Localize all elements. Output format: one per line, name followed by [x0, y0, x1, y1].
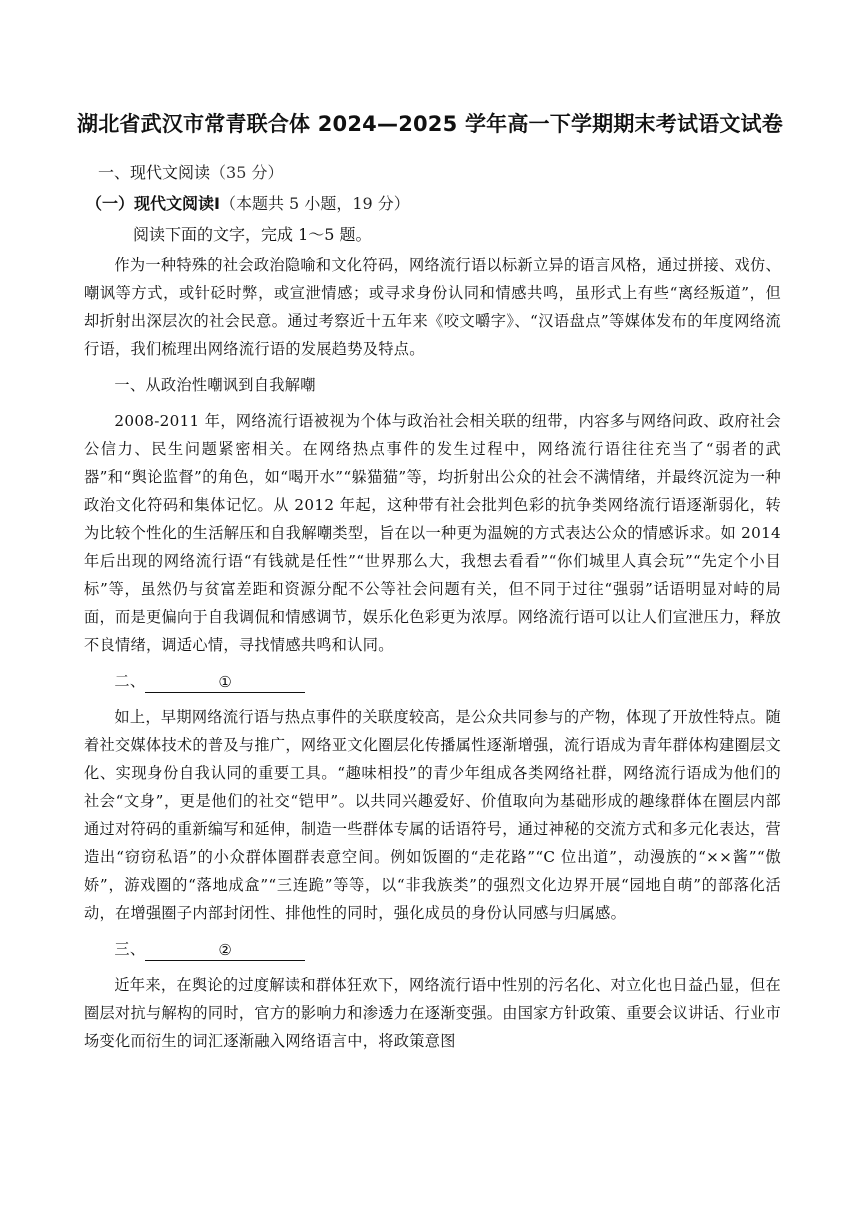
heading-2-prefix: 二、 [114, 672, 146, 690]
section-label: 一、现代文阅读 [98, 163, 211, 182]
exam-title: 湖北省武汉市常青联合体 2024—2025 学年高一下学期期末考试语文试卷 [77, 112, 783, 136]
heading-3-prefix: 三、 [114, 940, 146, 958]
section-score: （35 分） [210, 163, 284, 182]
subsection-heading [86, 191, 410, 214]
fill-blank-1: ① [145, 672, 305, 693]
passage-paragraph-2: 如上，早期网络流行语与热点事件的关联度较高，是公众共同参与的产物，体现了开放性特点。随着社交媒体技术的普及与推广，网络亚文化圈层化传播属性逐渐增强，流行语成为青年群体构建圈层文化、实现身份自我认同的重要工具。“趣味相投”的青少年组成各类网络社群，网络流行语成为他们的社会“文身”，更是他们的社交“铠甲”。以共同兴趣爱好、价值取向为基础形成的趣缘群体在圈层内部通过对符码的重新编写和延伸，制造一些群体专属的话语符号，通过神秘的交流方式和多元化表达，营造出“窃窃私语”的小众群体圈群表意空间。例如饭圈的“走花路”“C 位出道”，动漫族的“××酱”“傲娇”，游戏圈的“落地成盒”“三连跪”等等，以“非我族类”的强烈文化边界开展“园地自萌”的部落化活动，在增强圈子内部封闭性、排他性的同时，强化成员的身份认同感与归属感。 [84, 708, 781, 922]
passage-intro: 作为一种特殊的社会政治隐喻和文化符码，网络流行语以标新立异的语言风格，通过拼接、戏仿、嘲讽等方式，或针砭时弊，或宣泄情感；或寻求身份认同和情感共鸣，虽形式上有些“离经叛道”，但却折射出深层次的社会民意。通过考察近十五年来《咬文嚼字》、“汉语盘点”等媒体发布的年度网络流行语，我们梳理出网络流行语的发展趋势及特点。 [84, 256, 781, 358]
fill-blank-2: ② [145, 940, 305, 961]
subsection-note: （本题共 5 小题，19 分） [219, 194, 410, 213]
reading-instruction: 阅读下面的文字，完成 1～5 题。 [133, 225, 372, 244]
section-heading [98, 160, 283, 183]
passage-paragraph-3: 近年来，在舆论的过度解读和群体狂欢下，网络流行语中性别的污名化、对立化也日益凸显，但在圈层对抗与解构的同时，官方的影响力和渗透力在逐渐变强。由国家方针政策、重要会议讲话、行业市场变化而衍生的词汇逐渐融入网络语言中，将政策意图 [84, 976, 781, 1050]
passage-heading-3 [84, 935, 781, 963]
reading-passage [84, 251, 781, 1055]
passage-paragraph-1: 2008-2011 年，网络流行语被视为个体与政治社会相关联的纽带，内容多与网络问政、政府社会公信力、民生问题紧密相关。在网络热点事件的发生过程中，网络流行语往往充当了“弱者的武器”和“舆论监督”的角色，如“喝开水”“躲猫猫”等，均折射出公众的社会不满情绪，并最终沉淀为一种政治文化符码和集体记忆。从 2012 年起，这种带有社会批判色彩的抗争类网络流行语逐渐弱化，转为比较个性化的生活解压和自我解嘲类型，旨在以一种更为温婉的方式表达公众的情感诉求。如 2014 年后出现的网络流行语“有钱就是任性”“世界那么大，我想去看看”“你们城里人真会玩”“先定个小目标”等，虽然仍与贫富差距和资源分配不公等社会问题有关，但不同于过往“强弱”话语明显对峙的局面，而是更偏向于自我调侃和情感调节，娱乐化色彩更为浓厚。网络流行语可以让人们宣泄压力，释放不良情绪，调适心情，寻找情感共鸣和认同。 [84, 412, 781, 654]
passage-heading-1: 一、从政治性嘲讽到自我解嘲 [114, 376, 316, 394]
subsection-label: （一）现代文阅读Ⅰ [86, 194, 220, 213]
passage-heading-2 [84, 667, 781, 695]
